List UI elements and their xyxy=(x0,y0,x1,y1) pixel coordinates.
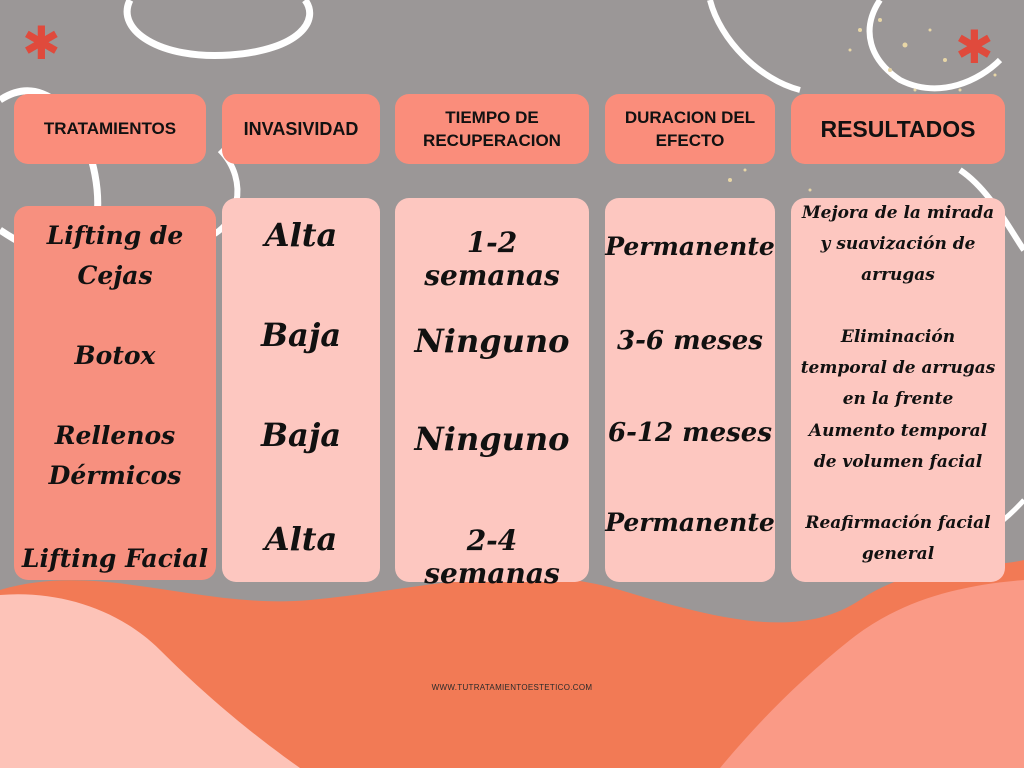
invasividad-value: Alta xyxy=(264,520,338,558)
invasividad-value: Alta xyxy=(264,216,338,254)
asterisk-icon: ✱ xyxy=(22,16,61,70)
header-label: DURACION DEL EFECTO xyxy=(624,108,756,150)
duracion-value: Permanente xyxy=(605,508,775,537)
header-resultados xyxy=(791,94,1005,164)
duracion-value: 6-12 meses xyxy=(608,418,772,448)
invasividad-value: Baja xyxy=(260,416,342,454)
column-recuperacion xyxy=(395,198,589,590)
treatment-name: Rellenos Dérmicos xyxy=(48,421,182,490)
treatment-name: Botox xyxy=(74,341,156,370)
resultado-text: Mejora de la mirada y suavización de arrugas xyxy=(801,203,995,285)
recuperacion-value: 1-2 semanas xyxy=(424,226,560,292)
header-duracion-efecto xyxy=(605,94,775,164)
duracion-value: Permanente xyxy=(605,232,775,261)
website-url: WWW.TUTRATAMIENTOESTETICO.COM xyxy=(431,683,593,692)
resultado-text: Eliminación temporal de arrugas en la frente xyxy=(800,327,996,409)
invasividad-value: Baja xyxy=(260,316,342,354)
header-label: TIEMPO DE RECUPERACION xyxy=(423,108,561,150)
header-invasividad xyxy=(222,94,380,164)
treatment-name: Lifting de Cejas xyxy=(46,221,184,290)
header-label: TRATAMIENTOS xyxy=(43,119,177,138)
header-tratamientos xyxy=(14,94,206,164)
header-label: RESULTADOS xyxy=(820,115,976,142)
asterisk-icon: ✱ xyxy=(955,20,994,74)
recuperacion-value: 2-4 semanas xyxy=(424,524,560,590)
resultado-text: Reafirmación facial general xyxy=(805,513,991,564)
header-tiempo-recuperacion xyxy=(395,94,589,164)
recuperacion-value: Ninguno xyxy=(414,322,570,360)
treatment-name: Lifting Facial xyxy=(21,544,209,573)
column-tratamientos xyxy=(14,206,216,580)
recuperacion-value: Ninguno xyxy=(414,420,570,458)
header-label: INVASIVIDAD xyxy=(243,118,359,139)
duracion-value: 3-6 meses xyxy=(617,326,763,356)
column-resultados xyxy=(791,198,1005,582)
resultado-text: Aumento temporal de volumen facial xyxy=(808,421,988,472)
column-invasividad xyxy=(222,198,380,582)
column-duracion xyxy=(605,198,775,582)
